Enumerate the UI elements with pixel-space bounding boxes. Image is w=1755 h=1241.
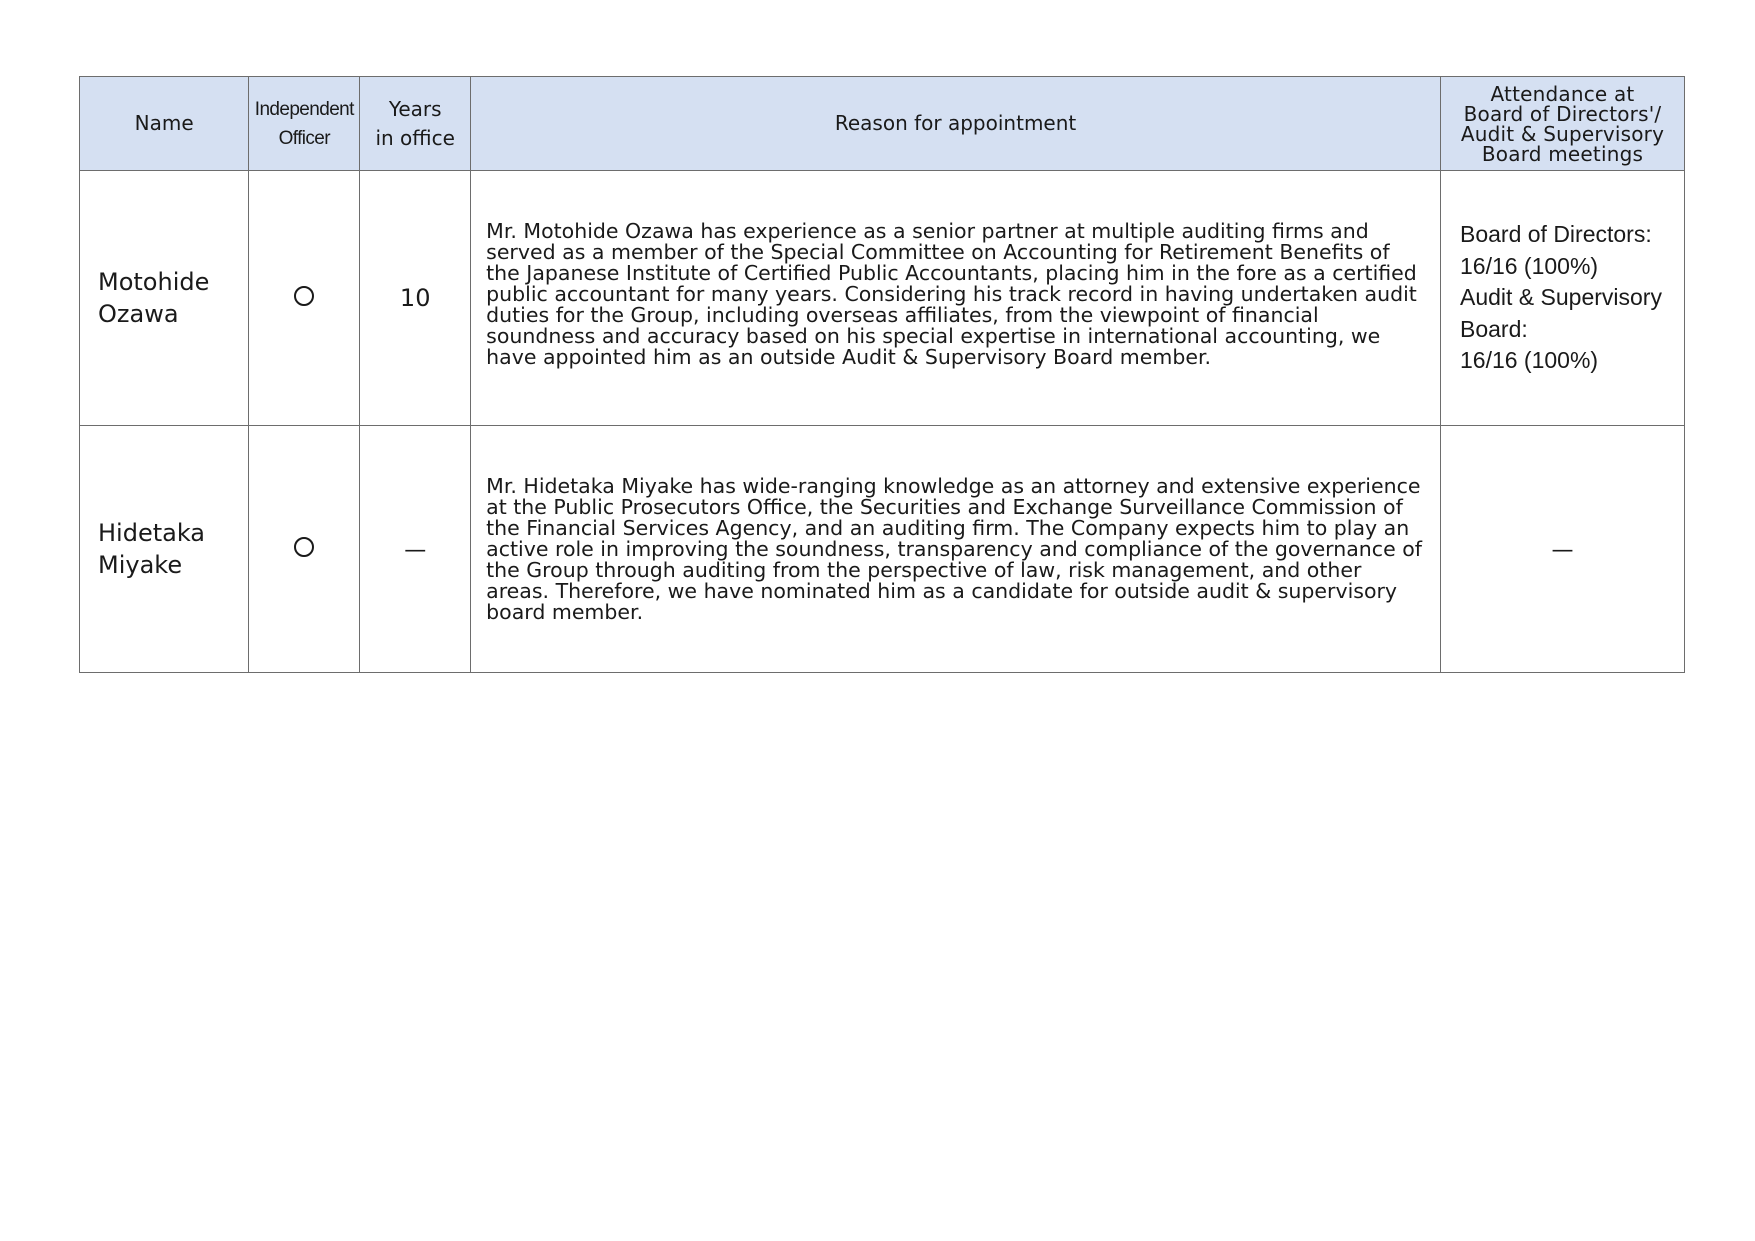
reason-text: Mr. Hidetaka Miyake has wide-ranging knowledge as an attorney and extensive experience at the Public Prosecutors Office, the Securities and Exchange Surveillance Commission of the Financial Services Agency, and an auditing firm. The Company expects him to play an active role in improving the soundness, transparency and compliance of the governance of the Group through auditing from the perspective of law, risk management, and other areas. Therefore, we have nominated him as a candidate for outside audit & supervisory board member.: [486, 473, 1422, 624]
header-attendance-line4: Board meetings: [1481, 141, 1644, 166]
officer-name-line2: Miyake: [98, 551, 183, 579]
officer-name-line2: Ozawa: [98, 300, 179, 328]
table-row: [80, 426, 1685, 673]
attendance-line3: Audit & Supervisory: [1459, 284, 1662, 311]
attendance: [1440, 171, 1684, 426]
header-name: [80, 77, 249, 171]
header-independent-line1: Independent: [254, 98, 354, 120]
reason-for-appointment: [471, 426, 1441, 673]
officer-name: [80, 171, 249, 426]
reason-for-appointment: [471, 171, 1441, 426]
years-value: 10: [399, 284, 431, 312]
years-in-office: [360, 171, 471, 426]
attendance-line1: Board of Directors:: [1459, 221, 1652, 248]
header-attendance-line2: Board of Directors'/: [1463, 101, 1662, 126]
table-header: [80, 77, 1685, 171]
years-value: —: [404, 538, 427, 563]
years-in-office: [360, 426, 471, 673]
header-name-label: Name: [134, 111, 194, 135]
attendance-line5: 16/16 (100%): [1459, 347, 1599, 374]
table-row: [80, 171, 1685, 426]
independent-officer-mark: [249, 426, 360, 673]
officer-name-line1: Hidetaka: [98, 519, 206, 547]
officer-name: [80, 426, 249, 673]
header-years-line1: Years: [388, 96, 442, 121]
header-attendance: [1440, 77, 1684, 171]
circle-icon: [294, 537, 314, 557]
header-independent-officer: [249, 77, 360, 171]
attendance: [1440, 426, 1684, 673]
attendance-value: —: [1551, 538, 1574, 563]
header-attendance-line3: Audit & Supervisory: [1460, 121, 1665, 146]
header-reason-label: Reason for appointment: [834, 111, 1077, 135]
header-years-line2: in office: [375, 125, 455, 150]
header-independent-line2: Officer: [278, 127, 331, 149]
header-attendance-line1: Attendance at: [1490, 81, 1635, 106]
officer-name-line1: Motohide: [98, 268, 210, 296]
reason-text: Mr. Motohide Ozawa has experience as a senior partner at multiple auditing firms and served as a member of the Special Committee on Accounting for Retirement Benefits of the Japanese Institute of Certified Public Accountants, placing him in the fore as a certified public accountant for many years. Considering his track record in having undertaken audit duties for the Group, including overseas affiliates, from the viewpoint of financial soundness and accuracy based on his special expertise in international accounting, we have appointed him as an outside Audit & Supervisory Board member.: [486, 218, 1417, 369]
table-body: [80, 171, 1685, 673]
independent-officer-mark: [249, 171, 360, 426]
attendance-line2: 16/16 (100%): [1459, 252, 1599, 279]
officers-table: [79, 76, 1685, 673]
header-reason: [471, 77, 1441, 171]
header-row: [80, 77, 1685, 171]
header-years-in-office: [360, 77, 471, 171]
circle-icon: [294, 286, 314, 306]
attendance-line4: Board:: [1459, 315, 1528, 342]
